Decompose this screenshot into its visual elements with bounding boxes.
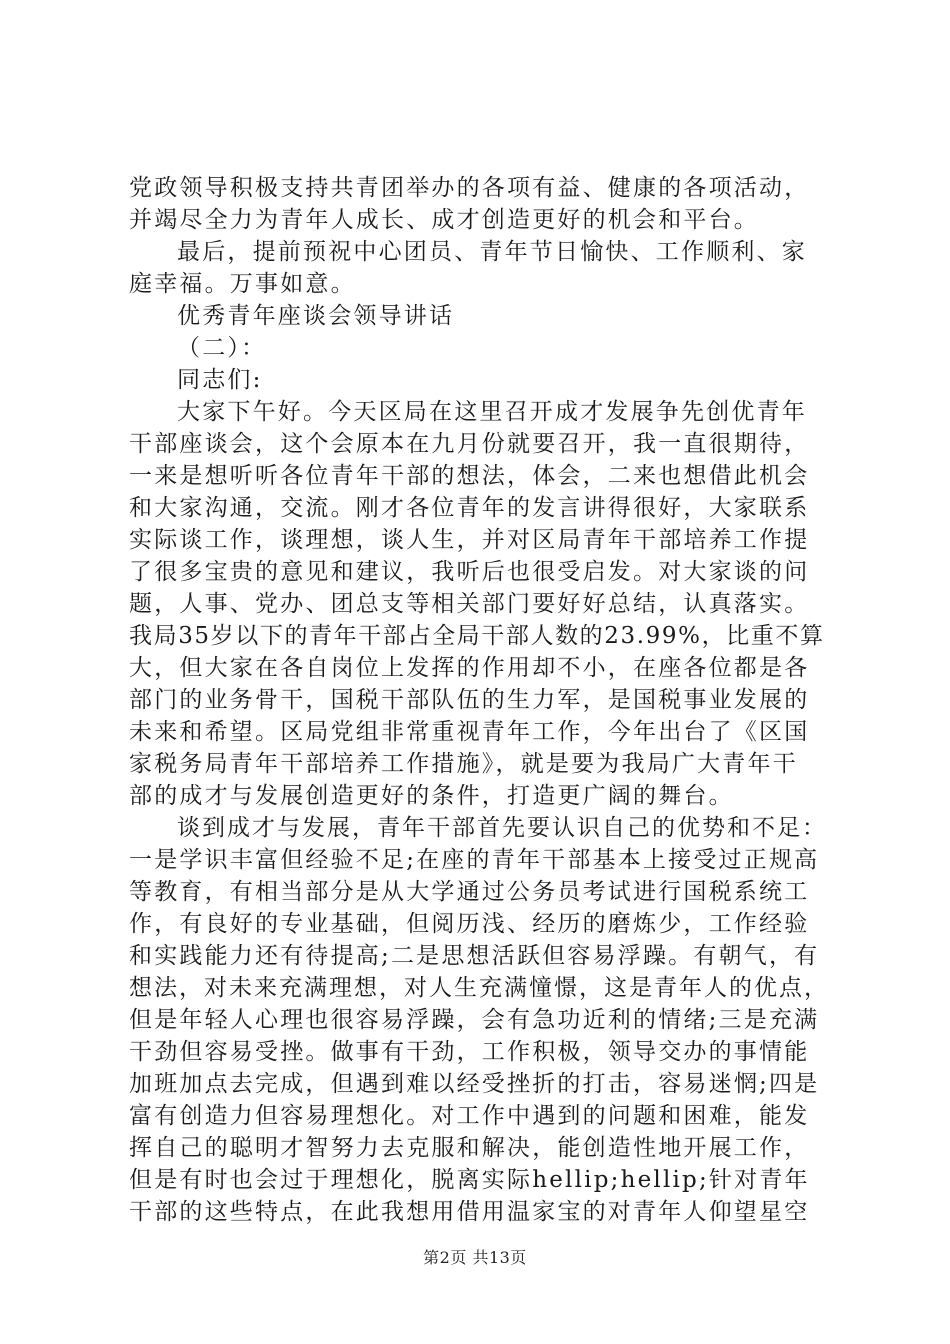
text-line: 部的成才与发展创造更好的条件，打造更广阔的舞台。	[129, 783, 734, 809]
text-line: 干部座谈会，这个会原本在九月份就要召开，我一直很期待，	[129, 431, 810, 457]
text-line: 富有创造力但容易理想化。对工作中遇到的问题和困难，能发	[129, 1103, 810, 1129]
text-line: 但是有时也会过于理想化，脱离实际hellip;hellip;针对青年	[129, 1167, 810, 1193]
text-line: 大，但大家在各自岗位上发挥的作用却不小，在座各位都是各	[129, 655, 810, 681]
text-line: 想法，对未来充满理想，对人生充满憧憬，这是青年人的优点，	[129, 975, 829, 1001]
text-line: 实际谈工作，谈理想，谈人生，并对区局青年干部培养工作提	[129, 527, 810, 553]
body-text	[129, 172, 829, 1228]
text-line: 谈到成才与发展，青年干部首先要认识自己的优势和不足：	[177, 815, 827, 841]
page-footer: 第2页 共13页	[423, 1248, 527, 1267]
text-line: 优秀青年座谈会领导讲话	[177, 303, 455, 329]
text-line: 最后，提前预祝中心团员、青年节日愉快、工作顺利、家	[177, 239, 807, 265]
text-line: 大家下午好。今天区局在这里召开成才发展争先创优青年	[177, 399, 807, 425]
text-line: 题，人事、党办、团总支等相关部门要好好总结，认真落实。	[129, 591, 810, 617]
text-line: （二）：	[177, 335, 267, 361]
text-line: 我局35岁以下的青年干部占全局干部人数的23.99%，比重不算	[129, 623, 825, 649]
text-line: 挥自己的聪明才智努力去克服和解决，能创造性地开展工作，	[129, 1135, 810, 1161]
text-line: 但是年轻人心理也很容易浮躁，会有急功近利的情绪;三是充满	[129, 1007, 820, 1033]
text-line: 部门的业务骨干，国税干部队伍的生力军，是国税事业发展的	[129, 687, 810, 713]
text-line: 作，有良好的专业基础，但阅历浅、经历的磨炼少，工作经验	[129, 911, 810, 937]
text-line: 和大家沟通，交流。刚才各位青年的发言讲得很好，大家联系	[129, 495, 810, 521]
text-line: 了很多宝贵的意见和建议，我听后也很受启发。对大家谈的问	[129, 559, 810, 585]
text-line: 加班加点去完成，但遇到难以经受挫折的打击，容易迷惘;四是	[129, 1071, 820, 1097]
text-line: 并竭尽全力为青年人成长、成才创造更好的机会和平台。	[129, 207, 759, 233]
text-line: 一来是想听听各位青年干部的想法，体会，二来也想借此机会	[129, 463, 810, 489]
text-line: 庭幸福。万事如意。	[129, 271, 356, 297]
text-line: 未来和希望。区局党组非常重视青年工作，今年出台了《区国	[129, 719, 810, 745]
text-line: 同志们:	[177, 367, 263, 393]
text-line: 等教育，有相当部分是从大学通过公务员考试进行国税系统工	[129, 879, 810, 905]
text-line: 和实践能力还有待提高;二是思想活跃但容易浮躁。有朝气，有	[129, 943, 820, 969]
text-line: 一是学识丰富但经验不足;在座的青年干部基本上接受过正规高	[129, 847, 820, 873]
text-line: 干劲但容易受挫。做事有干劲，工作积极，领导交办的事情能	[129, 1039, 810, 1065]
text-line: 干部的这些特点，在此我想用借用温家宝的对青年人仰望星空	[129, 1199, 810, 1225]
text-line: 家税务局青年干部培养工作措施》，就是要为我局广大青年干	[129, 751, 798, 777]
text-line: 党政领导积极支持共青团举办的各项有益、健康的各项活动，	[129, 175, 810, 201]
